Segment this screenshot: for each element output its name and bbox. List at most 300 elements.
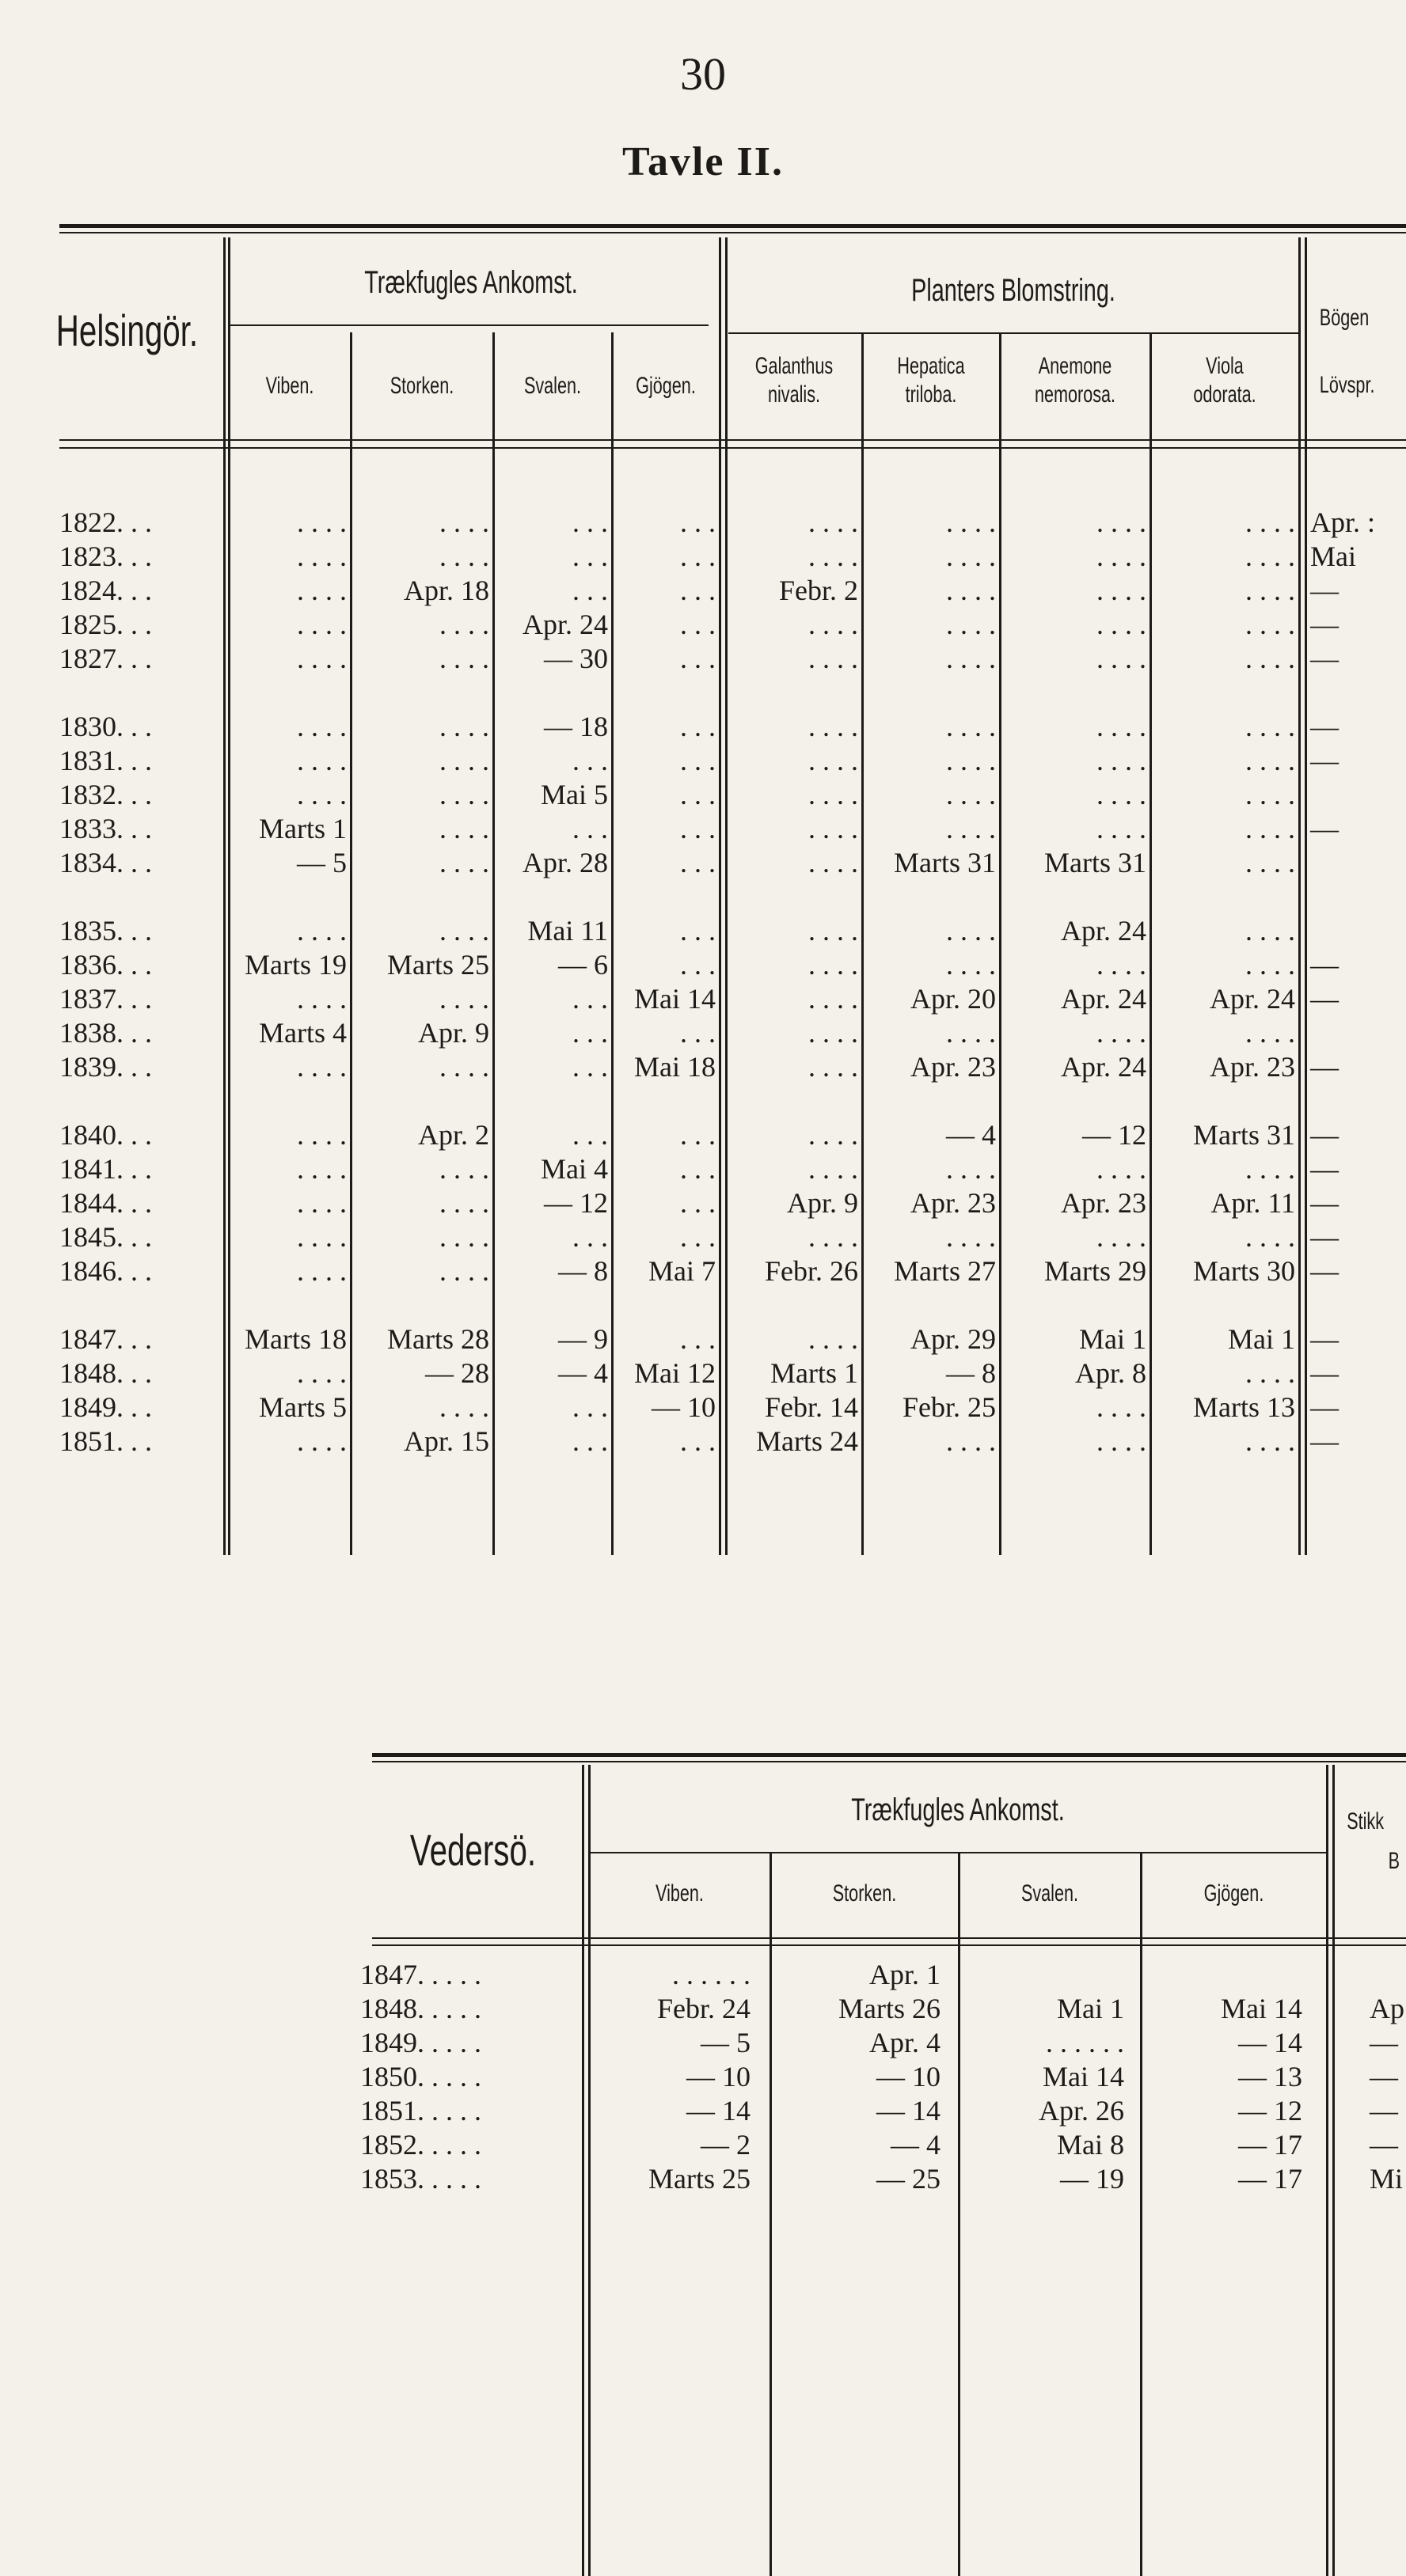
table-cell-viola: . . . .: [1245, 1425, 1295, 1457]
table-cell-viola: . . . .: [1245, 915, 1295, 947]
table-cell-edge: —: [1310, 1221, 1339, 1253]
table-cell-gjogen: . . .: [680, 813, 716, 844]
year-label: 1853. . . . .: [360, 2163, 481, 2195]
table2-vline: [770, 1853, 772, 2576]
table-cell-storken: — 4: [891, 2129, 940, 2161]
table-cell-viben: . . . .: [297, 745, 347, 776]
table-cell-viola: . . . .: [1245, 949, 1295, 981]
table1-col-galanthus-line1: Galanthus: [754, 353, 834, 379]
table-cell-storken: Marts 25: [387, 949, 489, 981]
year-label: 1841. . .: [59, 1153, 152, 1185]
table-cell-gjogen: . . .: [680, 643, 716, 674]
table-cell-galanthus: . . . .: [808, 745, 858, 776]
table-cell-gjogen: . . .: [680, 711, 716, 742]
table-cell-galanthus: . . . .: [808, 1051, 858, 1083]
table2-col-viben: Viben.: [656, 1880, 704, 1906]
table-cell-gjogen: . . .: [680, 1323, 716, 1355]
table2-top-rule-thin: [372, 1761, 1406, 1762]
table-cell-viola: . . . .: [1245, 813, 1295, 844]
table-cell-storken: . . . .: [439, 541, 489, 572]
table1-vline: [861, 332, 864, 1555]
table-cell-viola: . . . .: [1245, 711, 1295, 742]
year-label: 1847. . . . .: [360, 1959, 481, 1990]
table-cell-svalen: — 12: [544, 1187, 608, 1219]
table1-col-galanthus: [746, 352, 842, 409]
table-cell-storken: . . . .: [439, 1221, 489, 1253]
table-cell-galanthus: . . . .: [808, 949, 858, 981]
table2-vline: [1332, 1765, 1335, 2576]
table-cell-viben: Marts 25: [648, 2163, 750, 2195]
table-cell-storken: . . . .: [439, 847, 489, 878]
table-cell-gjogen: . . .: [680, 1119, 716, 1151]
table-cell-gjogen: — 17: [1238, 2129, 1302, 2161]
year-label: 1831. . .: [59, 745, 152, 776]
table-cell-viben: . . . . . .: [672, 1959, 750, 1990]
year-label: 1834. . .: [59, 847, 152, 878]
table-cell-viben: . . . .: [297, 1119, 347, 1151]
table-cell-viola: . . . .: [1245, 847, 1295, 878]
table-cell-anemone: Apr. 24: [1061, 915, 1146, 947]
table-cell-hepatica: . . . .: [946, 915, 996, 947]
year-label: 1851. . . . .: [360, 2095, 481, 2126]
table2-vline: [588, 1765, 591, 2576]
table-cell-gjogen: . . .: [680, 949, 716, 981]
table-cell-anemone: . . . .: [1096, 506, 1146, 538]
table-cell-viola: . . . .: [1245, 1221, 1295, 1253]
table1-col-hepatica: [882, 352, 980, 409]
table-cell-storken: . . . .: [439, 915, 489, 947]
table1-vline: [492, 332, 495, 1555]
table-cell-anemone: . . . .: [1096, 643, 1146, 674]
table-cell-gjogen: . . .: [680, 1017, 716, 1049]
table-cell-svalen: Apr. 24: [522, 609, 608, 640]
table1-vline: [350, 332, 352, 1555]
year-label: 1852. . . . .: [360, 2129, 481, 2161]
table-cell-anemone: . . . .: [1096, 745, 1146, 776]
table-cell-viben: Marts 4: [259, 1017, 347, 1049]
table-cell-viola: Marts 13: [1193, 1391, 1295, 1423]
table-cell-galanthus: . . . .: [808, 506, 858, 538]
table-cell-hepatica: . . . .: [946, 1017, 996, 1049]
table2-place-header: Vedersö.: [409, 1825, 537, 1875]
table1-edge-col-1: Bögen: [1319, 305, 1370, 331]
table-cell-viola: Apr. 24: [1210, 983, 1295, 1015]
year-label: 1845. . .: [59, 1221, 152, 1253]
table-cell-galanthus: . . . .: [808, 1153, 858, 1185]
page-number: 30: [680, 48, 726, 100]
table-cell-gjogen: . . .: [680, 745, 716, 776]
table-cell-svalen: . . .: [572, 1391, 608, 1423]
table-cell-svalen: Mai 4: [541, 1153, 608, 1185]
table-cell-anemone: . . . .: [1096, 711, 1146, 742]
table-cell-galanthus: Febr. 14: [764, 1391, 858, 1423]
table-cell-anemone: Marts 29: [1044, 1255, 1146, 1287]
table-cell-galanthus: . . . .: [808, 609, 858, 640]
table-cell-hepatica: . . . .: [946, 541, 996, 572]
table-cell-viben: . . . .: [297, 1153, 347, 1185]
table-cell-gjogen: . . .: [680, 506, 716, 538]
table-cell-anemone: Apr. 24: [1061, 983, 1146, 1015]
table-cell-edge: Apr. :: [1310, 506, 1376, 538]
table-cell-anemone: . . . .: [1096, 949, 1146, 981]
table-cell-anemone: . . . .: [1096, 575, 1146, 606]
table-cell-storken: . . . .: [439, 983, 489, 1015]
table-cell-storken: . . . .: [439, 506, 489, 538]
table2-edge-col-2: B: [1388, 1848, 1400, 1874]
table2-vline: [1326, 1765, 1328, 2576]
table1-arrival-group-header: Trækfugles Ankomst.: [364, 265, 578, 300]
table-cell-svalen: Apr. 28: [522, 847, 608, 878]
table-cell-galanthus: Apr. 9: [787, 1187, 858, 1219]
table-cell-storken: — 25: [876, 2163, 940, 2195]
table-cell-storken: Marts 28: [387, 1323, 489, 1355]
table-cell-gjogen: . . .: [680, 1153, 716, 1185]
table-cell-galanthus: Marts 1: [770, 1357, 858, 1389]
table-cell-hepatica: . . . .: [946, 949, 996, 981]
table-cell-svalen: . . .: [572, 983, 608, 1015]
table-cell-storken: . . . .: [439, 813, 489, 844]
table-cell-edge: —: [1310, 1323, 1339, 1355]
table-cell-viben: . . . .: [297, 609, 347, 640]
table-cell-anemone: . . . .: [1096, 541, 1146, 572]
table1-vline: [228, 237, 230, 1555]
table-cell-viben: — 14: [686, 2095, 750, 2126]
year-label: 1822. . .: [59, 506, 152, 538]
table-cell-storken: . . . .: [439, 711, 489, 742]
table-cell-edge: —: [1310, 575, 1339, 606]
table1-col-anemone-line1: Anemone: [1038, 353, 1112, 379]
table-cell-galanthus: . . . .: [808, 711, 858, 742]
table-cell-svalen: — 6: [558, 949, 608, 981]
table2-vline: [582, 1765, 584, 2576]
table1-top-rule: [59, 224, 1406, 228]
table1-col-hepatica-line1: Hepatica: [897, 353, 965, 379]
table-cell-hepatica: . . . .: [946, 1153, 996, 1185]
table2-arrival-group-header: Trækfugles Ankomst.: [851, 1793, 1065, 1827]
table-cell-galanthus: Febr. 26: [764, 1255, 858, 1287]
table-cell-viben: . . . .: [297, 575, 347, 606]
table-cell-svalen: Mai 5: [541, 779, 608, 810]
table1-vline: [223, 237, 226, 1555]
table-cell-galanthus: . . . .: [808, 643, 858, 674]
table-cell-hepatica: Marts 27: [894, 1255, 996, 1287]
year-label: 1835. . .: [59, 915, 152, 947]
table-cell-viben: . . . .: [297, 711, 347, 742]
table-cell-svalen: . . .: [572, 1017, 608, 1049]
table1-vline: [611, 332, 614, 1555]
table-cell-hepatica: Febr. 25: [902, 1391, 996, 1423]
table-cell-storken: — 10: [876, 2061, 940, 2092]
table-cell-anemone: Marts 31: [1044, 847, 1146, 878]
table-cell-svalen: . . .: [572, 541, 608, 572]
table-cell-edge: —: [1310, 1255, 1339, 1287]
table-cell-galanthus: . . . .: [808, 983, 858, 1015]
table-cell-svalen: Mai 14: [1043, 2061, 1124, 2092]
table1-col-gjogen: Gjögen.: [636, 373, 696, 399]
table2-vline: [1140, 1853, 1142, 2576]
table-cell-storken: Marts 26: [838, 1993, 940, 2024]
table-cell-viben: . . . .: [297, 1425, 347, 1457]
table-cell-viben: Marts 19: [245, 949, 347, 981]
table-cell-edge: —: [1310, 1187, 1339, 1219]
table-cell-viben: . . . .: [297, 1051, 347, 1083]
table-cell-viben: — 2: [701, 2129, 750, 2161]
table-cell-anemone: Apr. 8: [1075, 1357, 1146, 1389]
table-cell-viola: . . . .: [1245, 779, 1295, 810]
table-cell-galanthus: Febr. 2: [778, 575, 858, 606]
table-cell-svalen: . . .: [572, 1221, 608, 1253]
table-cell-gjogen: — 10: [652, 1391, 716, 1423]
table-cell-viola: . . . .: [1245, 745, 1295, 776]
table-cell-hepatica: . . . .: [946, 575, 996, 606]
table-cell-edge: —: [1310, 609, 1339, 640]
table-cell-gjogen: — 12: [1238, 2095, 1302, 2126]
table-cell-storken: Apr. 1: [869, 1959, 940, 1990]
table-cell-hepatica: . . . .: [946, 813, 996, 844]
table-cell-viola: . . . .: [1245, 575, 1295, 606]
table-cell-galanthus: . . . .: [808, 779, 858, 810]
year-label: 1851. . .: [59, 1425, 152, 1457]
table1-vline: [1150, 332, 1152, 1555]
table-cell-viola: Apr. 23: [1210, 1051, 1295, 1083]
year-label: 1827. . .: [59, 643, 152, 674]
table2-header-rule-2: [372, 1944, 1406, 1946]
table-cell-viben: . . . .: [297, 541, 347, 572]
table-cell-gjogen: — 17: [1238, 2163, 1302, 2195]
table-cell-svalen: . . . . . .: [1046, 2027, 1124, 2058]
table-cell-anemone: . . . .: [1096, 1221, 1146, 1253]
table-cell-gjogen: Mai 12: [634, 1357, 716, 1389]
table-cell-galanthus: . . . .: [808, 1017, 858, 1049]
year-label: 1839. . .: [59, 1051, 152, 1083]
table-cell-viben: . . . .: [297, 643, 347, 674]
table-cell-edge: Mai: [1310, 541, 1356, 572]
table-cell-edge: —: [1310, 1425, 1339, 1457]
table1-col-viola-line2: odorata.: [1193, 381, 1256, 408]
table2-col-storken: Storken.: [832, 1880, 897, 1906]
table-cell-svalen: . . .: [572, 1425, 608, 1457]
year-label: 1840. . .: [59, 1119, 152, 1151]
page-title: Tavle II.: [622, 139, 784, 184]
table1-col-svalen: Svalen.: [523, 373, 582, 399]
table-cell-viben: . . . .: [297, 983, 347, 1015]
table-cell-edge: —: [1370, 2095, 1398, 2126]
table-cell-anemone: . . . .: [1096, 1017, 1146, 1049]
table-cell-edge: —: [1370, 2129, 1398, 2161]
table-cell-svalen: . . .: [572, 745, 608, 776]
table-cell-svalen: — 19: [1060, 2163, 1124, 2195]
table-cell-anemone: Mai 1: [1079, 1323, 1146, 1355]
table-cell-anemone: . . . .: [1096, 1391, 1146, 1423]
table-cell-viben: Marts 1: [259, 813, 347, 844]
table-cell-hepatica: . . . .: [946, 506, 996, 538]
table-cell-hepatica: Apr. 20: [910, 983, 996, 1015]
table-cell-edge: —: [1310, 1051, 1339, 1083]
table-cell-viben: . . . .: [297, 1187, 347, 1219]
year-label: 1824. . .: [59, 575, 152, 606]
year-label: 1838. . .: [59, 1017, 152, 1049]
table-cell-anemone: Apr. 24: [1061, 1051, 1146, 1083]
table-cell-gjogen: Mai 14: [1221, 1993, 1302, 2024]
table-cell-storken: Apr. 15: [404, 1425, 489, 1457]
table-cell-viola: Mai 1: [1228, 1323, 1295, 1355]
table-cell-gjogen: . . .: [680, 779, 716, 810]
table1-vline: [999, 332, 1001, 1555]
table-cell-anemone: . . . .: [1096, 813, 1146, 844]
table-cell-edge: —: [1310, 745, 1339, 776]
table2-col-svalen: Svalen.: [1020, 1880, 1079, 1906]
table-cell-anemone: . . . .: [1096, 1425, 1146, 1457]
table-cell-galanthus: . . . .: [808, 915, 858, 947]
table-cell-storken: . . . .: [439, 1187, 489, 1219]
table1-bloom-group-header: Planters Blomstring.: [911, 273, 1115, 308]
table-cell-svalen: — 18: [544, 711, 608, 742]
table-cell-storken: . . . .: [439, 745, 489, 776]
table-cell-edge: —: [1310, 711, 1339, 742]
year-label: 1848. . .: [59, 1357, 152, 1389]
table-cell-hepatica: . . . .: [946, 711, 996, 742]
table1-vline: [725, 237, 728, 1555]
table-cell-gjogen: . . .: [680, 915, 716, 947]
table-cell-viben: Marts 5: [259, 1391, 347, 1423]
table1-top-rule-thin: [59, 232, 1406, 233]
table-cell-edge: —: [1310, 1357, 1339, 1389]
table-cell-hepatica: — 8: [946, 1357, 996, 1389]
year-label: 1830. . .: [59, 711, 152, 742]
table-cell-storken: Apr. 9: [418, 1017, 489, 1049]
year-label: 1833. . .: [59, 813, 152, 844]
table-cell-viben: — 10: [686, 2061, 750, 2092]
table-cell-viben: . . . .: [297, 1255, 347, 1287]
table1-col-storken: Storken.: [390, 373, 454, 399]
table1-group-rule-left: [230, 324, 709, 326]
table-cell-galanthus: . . . .: [808, 1119, 858, 1151]
table-cell-gjogen: Mai 14: [634, 983, 716, 1015]
table-cell-storken: Apr. 4: [869, 2027, 940, 2058]
table-cell-storken: Apr. 2: [418, 1119, 489, 1151]
table-cell-storken: . . . .: [439, 643, 489, 674]
table-cell-anemone: — 12: [1082, 1119, 1146, 1151]
table-cell-galanthus: Marts 24: [756, 1425, 858, 1457]
table-cell-svalen: — 9: [558, 1323, 608, 1355]
table1-col-viola-line1: Viola: [1206, 353, 1244, 379]
table-cell-hepatica: . . . .: [946, 1425, 996, 1457]
table-cell-svalen: — 30: [544, 643, 608, 674]
table-cell-svalen: Mai 1: [1057, 1993, 1124, 2024]
table-cell-svalen: — 4: [558, 1357, 608, 1389]
table-cell-hepatica: Marts 31: [894, 847, 996, 878]
table1-col-anemone-line2: nemorosa.: [1034, 381, 1116, 408]
table-cell-gjogen: . . .: [680, 1425, 716, 1457]
table-cell-viola: Marts 31: [1193, 1119, 1295, 1151]
table-cell-viola: . . . .: [1245, 643, 1295, 674]
table-cell-edge: Mi: [1370, 2163, 1404, 2195]
table-cell-edge: —: [1310, 813, 1339, 844]
table-cell-edge: —: [1370, 2061, 1398, 2092]
table1-header-rule: [59, 439, 1406, 441]
table-cell-svalen: . . .: [572, 506, 608, 538]
table-cell-viben: . . . .: [297, 1221, 347, 1253]
table-cell-galanthus: . . . .: [808, 1323, 858, 1355]
table-cell-viben: — 5: [701, 2027, 750, 2058]
table-cell-gjogen: . . .: [680, 1187, 716, 1219]
year-label: 1847. . .: [59, 1323, 152, 1355]
table-cell-viben: Marts 18: [245, 1323, 347, 1355]
year-label: 1846. . .: [59, 1255, 152, 1287]
table-cell-galanthus: . . . .: [808, 847, 858, 878]
table-cell-hepatica: Apr. 23: [910, 1051, 996, 1083]
year-label: 1844. . .: [59, 1187, 152, 1219]
table-cell-viben: . . . .: [297, 1357, 347, 1389]
table-cell-anemone: . . . .: [1096, 1153, 1146, 1185]
table-cell-svalen: . . .: [572, 1119, 608, 1151]
table-cell-anemone: . . . .: [1096, 779, 1146, 810]
table-cell-edge: —: [1370, 2027, 1398, 2058]
table-cell-storken: . . . .: [439, 609, 489, 640]
year-label: 1850. . . . .: [360, 2061, 481, 2092]
table1-col-anemone: [1021, 352, 1128, 409]
table-cell-storken: Apr. 18: [404, 575, 489, 606]
table-cell-galanthus: . . . .: [808, 813, 858, 844]
table-cell-edge: —: [1310, 949, 1339, 981]
table-cell-gjogen: — 13: [1238, 2061, 1302, 2092]
table-cell-viola: . . . .: [1245, 609, 1295, 640]
table1-col-hepatica-line2: triloba.: [905, 381, 957, 408]
table1-header-rule-2: [59, 447, 1406, 449]
table-cell-gjogen: Mai 7: [648, 1255, 716, 1287]
table2-col-gjogen: Gjögen.: [1203, 1880, 1264, 1906]
table-cell-edge: —: [1310, 1153, 1339, 1185]
table-cell-svalen: — 8: [558, 1255, 608, 1287]
table-cell-gjogen: . . .: [680, 847, 716, 878]
table-cell-svalen: Mai 11: [527, 915, 608, 947]
table1-col-viben: Viben.: [265, 373, 314, 399]
table-cell-hepatica: — 4: [946, 1119, 996, 1151]
table1-vline: [1305, 237, 1307, 1555]
table-cell-storken: — 28: [425, 1357, 489, 1389]
table-cell-viben: — 5: [297, 847, 347, 878]
table1-vline: [719, 237, 721, 1555]
table-cell-hepatica: . . . .: [946, 1221, 996, 1253]
year-label: 1849. . . . .: [360, 2027, 481, 2058]
table-cell-svalen: . . .: [572, 813, 608, 844]
table1-col-viola: [1172, 352, 1278, 409]
table-cell-edge: Ap: [1370, 1993, 1404, 2024]
table-cell-storken: . . . .: [439, 1153, 489, 1185]
table-cell-storken: . . . .: [439, 1255, 489, 1287]
table-cell-svalen: Apr. 26: [1039, 2095, 1124, 2126]
year-label: 1837. . .: [59, 983, 152, 1015]
table2-edge-col-1: Stikk: [1347, 1808, 1385, 1834]
table-cell-viola: . . . .: [1245, 1017, 1295, 1049]
table2-vline: [958, 1853, 960, 2576]
table-cell-edge: —: [1310, 1391, 1339, 1423]
table1-place-header: Helsingör.: [55, 305, 199, 355]
table-cell-gjogen: . . .: [680, 609, 716, 640]
year-label: 1825. . .: [59, 609, 152, 640]
year-label: 1832. . .: [59, 779, 152, 810]
table1-group-rule-right: [728, 332, 1298, 334]
table-cell-gjogen: Mai 18: [634, 1051, 716, 1083]
table-cell-storken: — 14: [876, 2095, 940, 2126]
table-cell-viola: Marts 30: [1193, 1255, 1295, 1287]
table-cell-viola: . . . .: [1245, 541, 1295, 572]
year-label: 1823. . .: [59, 541, 152, 572]
table-cell-hepatica: Apr. 23: [910, 1187, 996, 1219]
table-cell-viola: . . . .: [1245, 1357, 1295, 1389]
table-cell-gjogen: . . .: [680, 541, 716, 572]
table-cell-viola: . . . .: [1245, 1153, 1295, 1185]
